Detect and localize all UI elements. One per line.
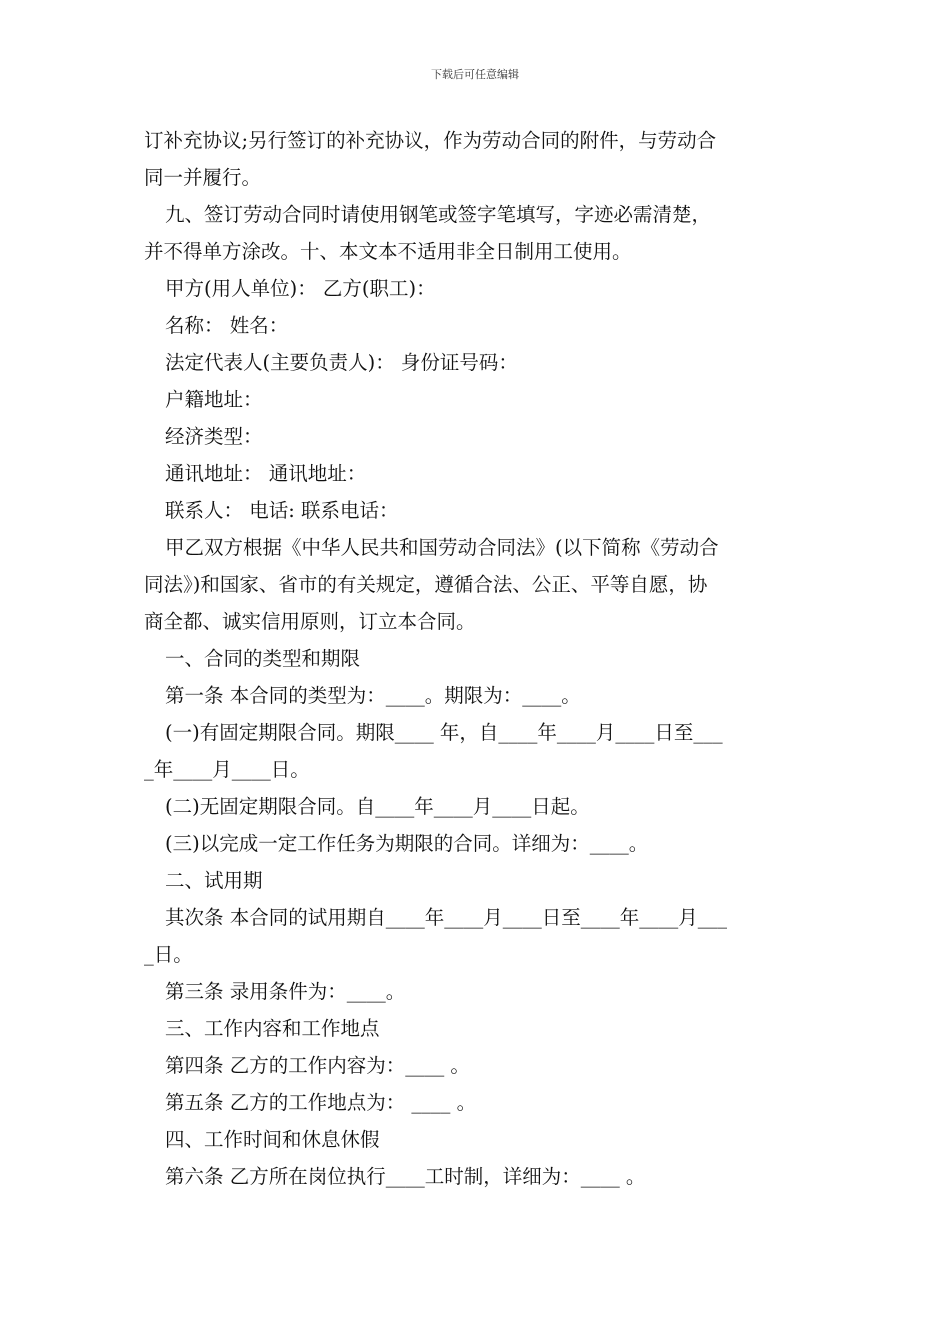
- text-line: 第六条 乙方所在岗位执行____工时制，详细为：____ 。: [165, 1165, 646, 1188]
- text-line: 甲方(用人单位)： 乙方(职工)：: [165, 277, 436, 300]
- text-line: 四、工作时间和休息休假: [165, 1128, 380, 1151]
- text-line: 第一条 本合同的类型为：____。期限为：____。: [165, 684, 581, 707]
- text-line: (一)有固定期限合同。期限____ 年，自____年____月____日至___: [165, 721, 723, 744]
- text-line: 二、试用期: [165, 869, 263, 892]
- text-line: 名称： 姓名：: [165, 314, 289, 337]
- text-line: (二)无固定期限合同。自____年____月____日起。: [165, 795, 590, 818]
- text-line: 一、合同的类型和期限: [165, 647, 361, 670]
- text-line: 第三条 录用条件为：____。: [165, 980, 406, 1003]
- text-line: 通讯地址： 通讯地址：: [165, 462, 367, 485]
- text-line: 联系人： 电话: 联系电话：: [165, 499, 399, 522]
- text-line: 九、签订劳动合同时请使用钢笔或签字笔填写，字迹必需清楚，: [165, 203, 712, 226]
- text-line: 三、工作内容和工作地点: [165, 1017, 380, 1040]
- page-header-note: 下载后可任意编辑: [431, 68, 519, 81]
- text-line: (三)以完成一定工作任务为期限的合同。详细为：____。: [165, 832, 649, 855]
- text-line: 其次条 本合同的试用期自____年____月____日至____年____月___: [165, 906, 727, 929]
- text-line: 订补充协议;另行签订的补充协议，作为劳动合同的附件，与劳动合: [144, 129, 717, 152]
- document-body: [144, 122, 809, 1195]
- text-line: 法定代表人(主要负责人)： 身份证号码：: [165, 351, 518, 374]
- text-line: 经济类型：: [165, 425, 263, 448]
- text-line: _年____月____日。: [144, 758, 310, 781]
- text-line: 同法》)和国家、省市的有关规定，遵循合法、公正、平等自愿，协: [144, 573, 708, 596]
- text-line: 甲乙双方根据《中华人民共和国劳动合同法》(以下简称《劳动合: [165, 536, 719, 559]
- text-line: 第五条 乙方的工作地点为： ____ 。: [165, 1091, 477, 1114]
- text-line: 第四条 乙方的工作内容为：____ 。: [165, 1054, 470, 1077]
- text-line: 商全都、诚实信用原则，订立本合同。: [144, 610, 476, 633]
- text-line: 并不得单方涂改。十、本文本不适用非全日制用工使用。: [144, 240, 632, 263]
- text-line: 同一并履行。: [144, 166, 262, 189]
- text-line: _日。: [144, 943, 193, 966]
- text-line: 户籍地址：: [165, 388, 263, 411]
